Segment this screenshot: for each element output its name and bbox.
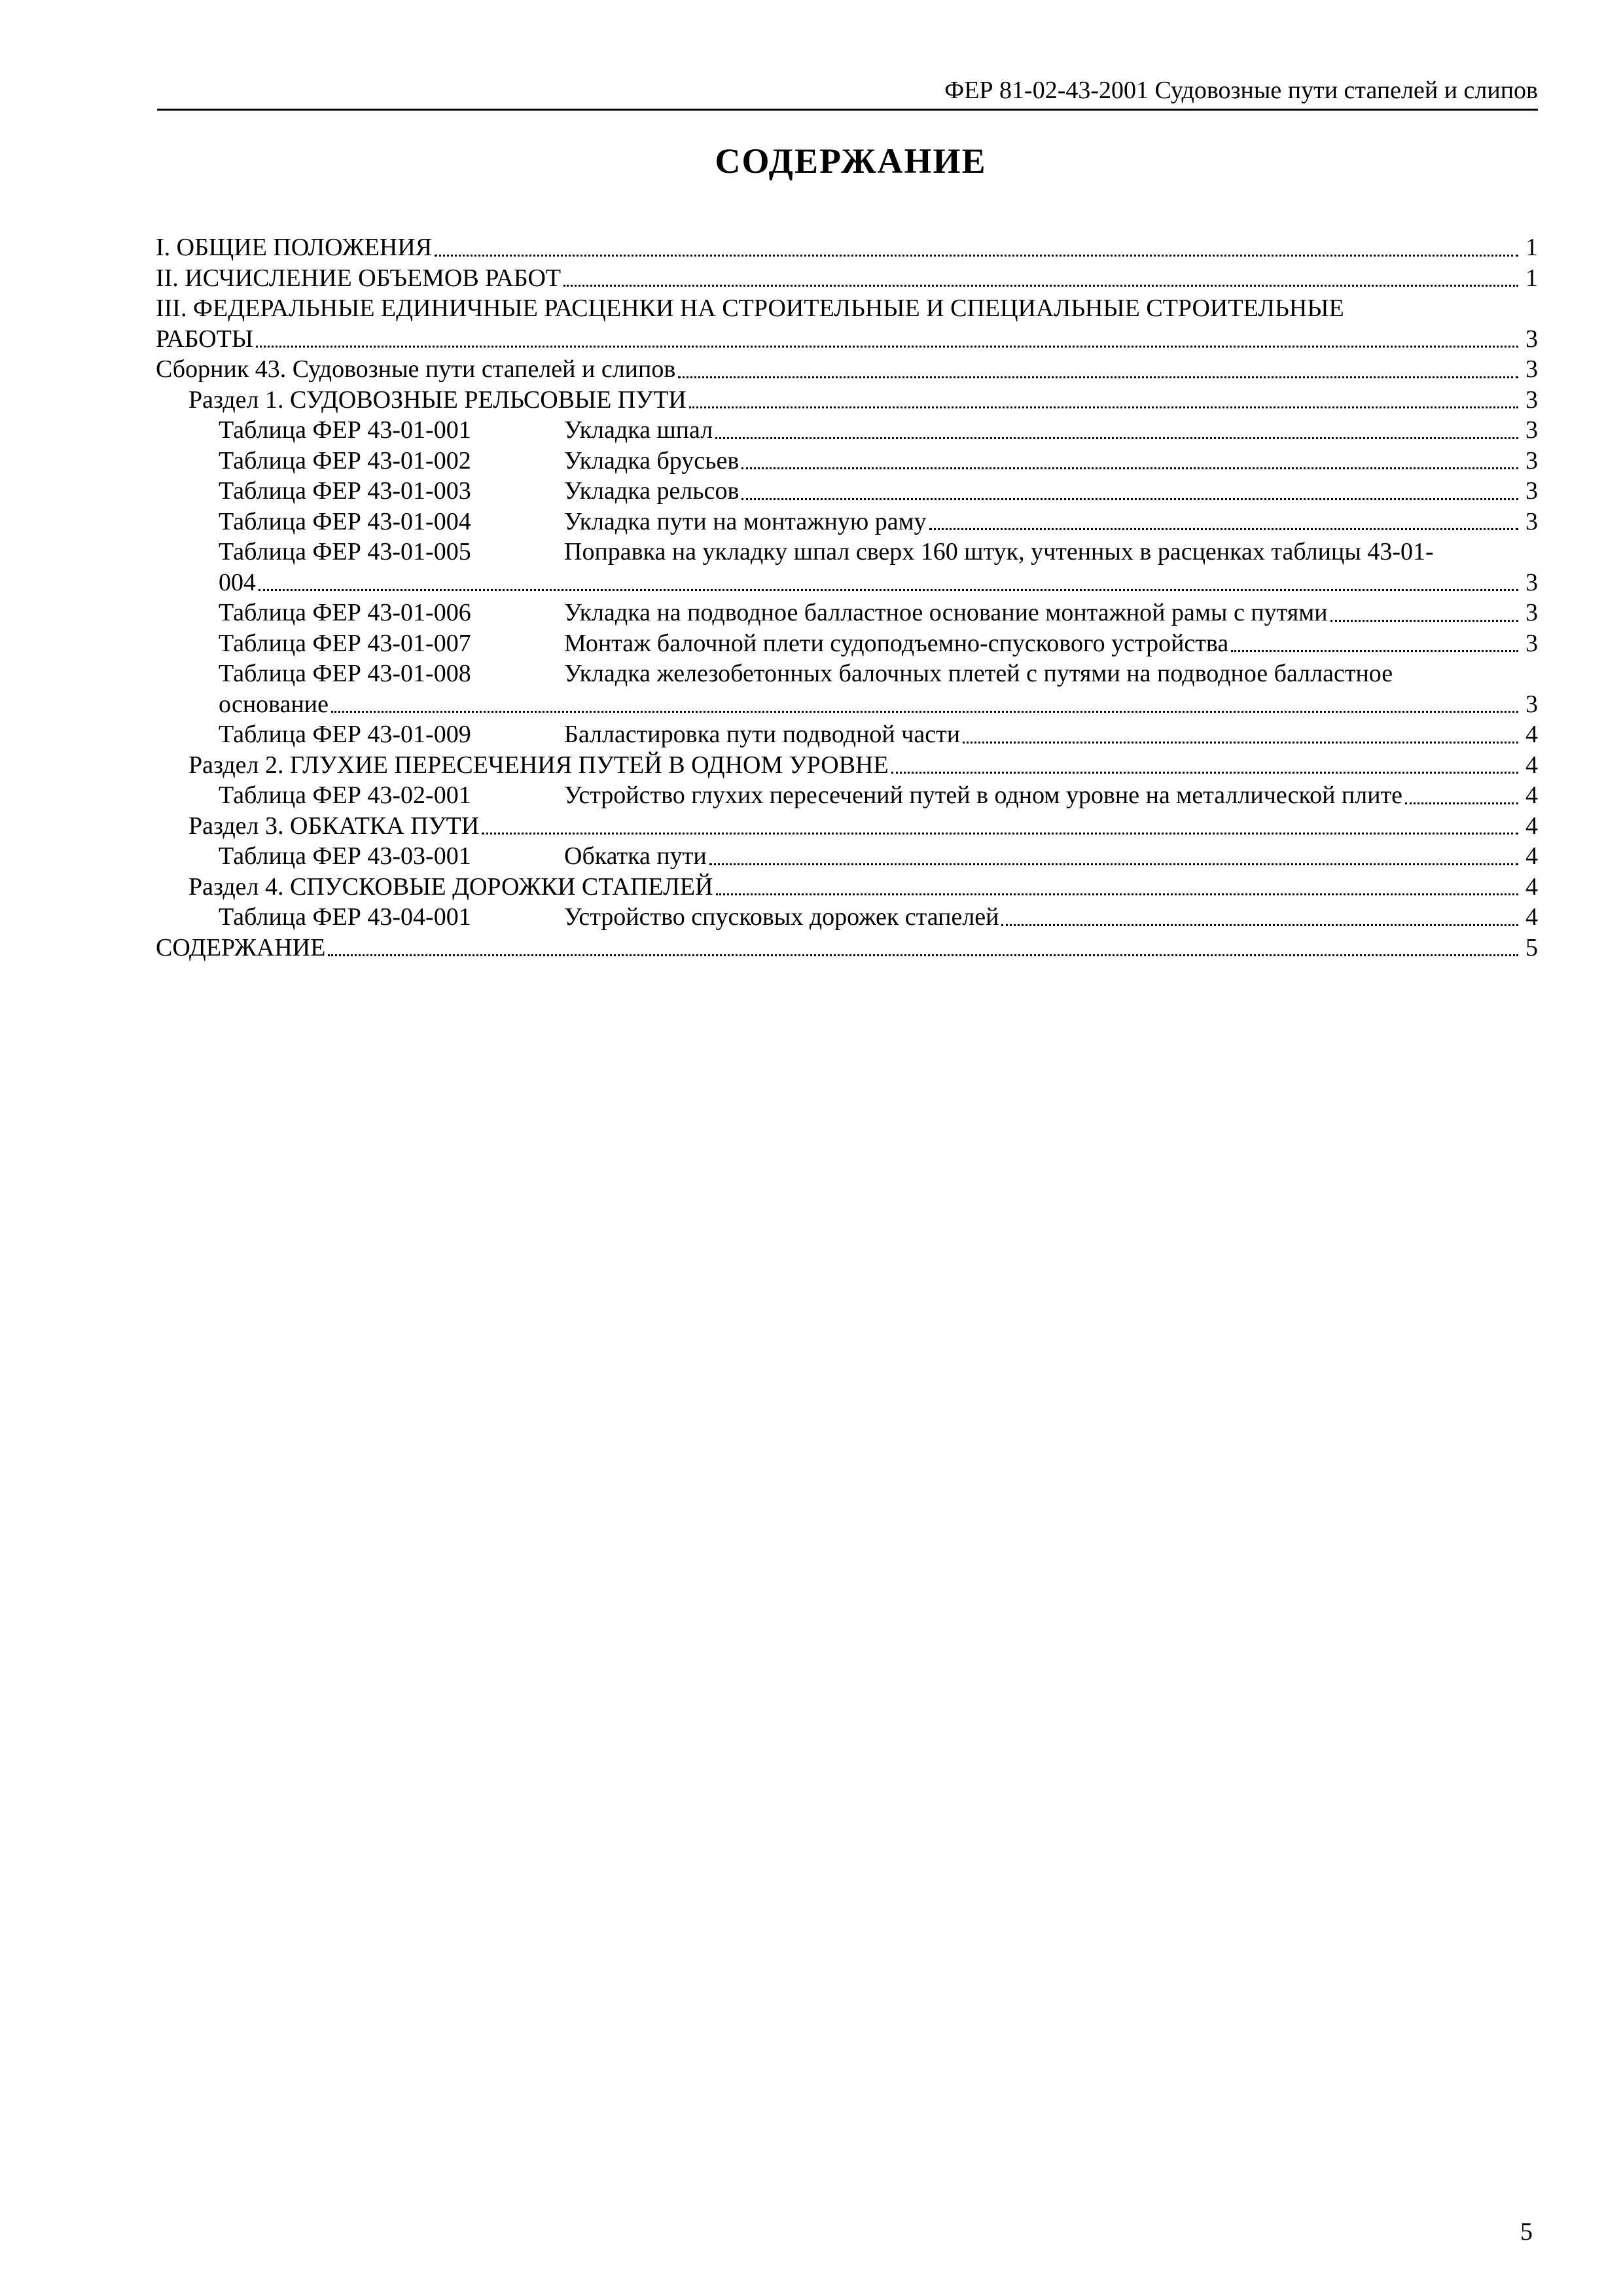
toc-entry[interactable] <box>156 293 1538 324</box>
dot-leader <box>482 833 1518 834</box>
toc-line <box>188 385 1538 416</box>
dot-leader <box>716 893 1518 895</box>
toc-entry-text: Укладка пути на монтажную раму <box>564 507 927 535</box>
toc-entry-text: Сборник 43. Судовозные пути стапелей и слипов <box>156 355 676 383</box>
toc-line <box>156 263 1538 294</box>
toc-entry[interactable] <box>156 354 1538 385</box>
toc-line <box>219 689 1538 720</box>
running-header <box>157 65 1538 111</box>
toc-entry-text: СОДЕРЖАНИЕ <box>156 933 326 961</box>
toc-entry[interactable] <box>156 232 1538 263</box>
toc-entry-text-continued: основание <box>219 690 329 718</box>
toc-line <box>188 750 1538 781</box>
page-number: 5 <box>1520 2218 1533 2246</box>
toc-entry[interactable] <box>156 811 1538 842</box>
toc-entry[interactable] <box>156 537 1538 567</box>
toc-line <box>156 232 1538 263</box>
dot-leader <box>929 528 1518 530</box>
toc-page-number: 4 <box>1525 781 1538 809</box>
toc-line <box>156 354 1538 385</box>
toc-page-number: 4 <box>1525 812 1538 840</box>
header-title: ФЕР 81-02-43-2001 Судовозные пути стапелей и слипов <box>944 77 1538 104</box>
toc-entry[interactable] <box>156 628 1538 659</box>
toc-entry-text: III. ФЕДЕРАЛЬНЫЕ ЕДИНИЧНЫЕ РАСЦЕНКИ НА СТРОИТЕЛЬНЫЕ И СПЕЦИАЛЬНЫЕ СТРОИТЕЛЬНЫЕ <box>156 295 1344 322</box>
toc-line <box>188 811 1538 842</box>
toc-entry-continuation <box>156 567 1538 598</box>
dot-leader <box>1001 924 1518 926</box>
toc-page-number: 3 <box>1525 355 1538 383</box>
toc-line <box>219 537 1538 567</box>
toc-entry-number: Таблица ФЕР 43-04-001 <box>219 903 471 931</box>
toc-entry[interactable] <box>156 719 1538 750</box>
dot-leader <box>891 772 1518 774</box>
toc-page-number: 3 <box>1525 386 1538 414</box>
toc-entry-text: Поправка на укладку шпал сверх 160 штук, учтенных в расценках таблицы 43-01- <box>564 538 1434 565</box>
toc-entry-continuation <box>156 324 1538 355</box>
dot-leader <box>563 285 1518 287</box>
toc-entry-text: Балластировка пути подводной части <box>564 721 961 748</box>
toc-line <box>219 446 1538 476</box>
toc-entry[interactable] <box>156 658 1538 689</box>
table-of-contents <box>156 232 1538 963</box>
toc-entry[interactable] <box>156 263 1538 294</box>
toc-entry-text: Монтаж балочной плети судоподъемно-спускового устройства <box>564 629 1229 657</box>
toc-entry[interactable] <box>156 415 1538 446</box>
dot-leader <box>328 954 1518 956</box>
dot-leader <box>963 742 1518 744</box>
toc-page-number: 4 <box>1525 872 1538 901</box>
toc-entry[interactable] <box>156 902 1538 933</box>
dot-leader <box>741 498 1518 500</box>
dot-leader <box>1231 650 1518 652</box>
toc-entry-text: Обкатка пути <box>564 842 707 870</box>
toc-entry-text: Раздел 4. СПУСКОВЫЕ ДОРОЖКИ СТАПЕЛЕЙ <box>188 872 713 901</box>
toc-entry-number: Таблица ФЕР 43-01-002 <box>219 446 471 475</box>
toc-page-number: 1 <box>1525 234 1538 261</box>
toc-entry[interactable] <box>156 476 1538 507</box>
toc-entry-number: Таблица ФЕР 43-01-005 <box>219 538 471 565</box>
toc-entry-text: Раздел 3. ОБКАТКА ПУТИ <box>188 812 480 840</box>
toc-page-number: 4 <box>1525 721 1538 748</box>
toc-entry-number: Таблица ФЕР 43-01-001 <box>219 416 471 444</box>
toc-line <box>219 658 1538 689</box>
toc-entry-number: Таблица ФЕР 43-03-001 <box>219 842 471 870</box>
toc-entry-number: Таблица ФЕР 43-01-007 <box>219 629 471 657</box>
toc-entry-text: Раздел 1. СУДОВОЗНЫЕ РЕЛЬСОВЫЕ ПУТИ <box>188 386 687 414</box>
toc-entry-text: Укладка брусьев <box>564 446 740 475</box>
toc-entry-number: Таблица ФЕР 43-01-003 <box>219 477 471 505</box>
toc-entry-number: Таблица ФЕР 43-02-001 <box>219 781 471 809</box>
toc-entry-number: Таблица ФЕР 43-01-006 <box>219 599 471 626</box>
page-title: СОДЕРЖАНИЕ <box>715 141 987 181</box>
toc-page-number: 3 <box>1525 568 1538 596</box>
dot-leader <box>678 376 1518 378</box>
toc-entry-text: Устройство спусковых дорожек стапелей <box>564 903 999 931</box>
toc-line <box>219 719 1538 750</box>
toc-page-number: 3 <box>1525 629 1538 657</box>
toc-line <box>219 780 1538 811</box>
toc-line <box>156 293 1538 324</box>
toc-page-number: 3 <box>1525 416 1538 444</box>
dot-leader <box>435 255 1518 257</box>
toc-entry-text: Укладка на подводное балластное основание монтажной рамы с путями <box>564 599 1328 626</box>
toc-line <box>188 872 1538 903</box>
toc-line <box>219 598 1538 628</box>
toc-entry[interactable] <box>156 841 1538 872</box>
toc-entry-number: Таблица ФЕР 43-01-004 <box>219 507 471 535</box>
toc-entry-text: Раздел 2. ГЛУХИЕ ПЕРЕСЕЧЕНИЯ ПУТЕЙ В ОДНОМ УРОВНЕ <box>188 751 889 779</box>
toc-line <box>219 567 1538 598</box>
dot-leader <box>1405 802 1518 804</box>
toc-page-number: 3 <box>1525 446 1538 475</box>
toc-entry-text: Укладка шпал <box>564 416 713 444</box>
toc-line <box>156 324 1538 355</box>
toc-entry[interactable] <box>156 598 1538 628</box>
toc-line <box>219 415 1538 446</box>
toc-entry[interactable] <box>156 446 1538 476</box>
toc-line <box>219 841 1538 872</box>
toc-line <box>156 933 1538 963</box>
toc-entry[interactable] <box>156 750 1538 781</box>
dot-leader <box>259 589 1518 591</box>
toc-entry-text: Укладка рельсов <box>564 477 740 505</box>
toc-page-number: 1 <box>1525 264 1538 292</box>
toc-line <box>219 507 1538 537</box>
toc-entry[interactable] <box>156 933 1538 963</box>
toc-page-number: 4 <box>1525 751 1538 779</box>
toc-entry-text-continued: РАБОТЫ <box>156 325 254 353</box>
toc-page-number: 4 <box>1525 842 1538 870</box>
toc-entry-continuation <box>156 689 1538 720</box>
dot-leader <box>689 406 1518 408</box>
toc-entry-text: II. ИСЧИСЛЕНИЕ ОБЪЕМОВ РАБОТ <box>156 264 562 292</box>
dot-leader <box>715 437 1518 439</box>
toc-entry-number: Таблица ФЕР 43-01-008 <box>219 660 471 687</box>
toc-page-number: 5 <box>1525 933 1538 961</box>
toc-entry-text: I. ОБЩИЕ ПОЛОЖЕНИЯ <box>156 234 433 261</box>
toc-page-number: 3 <box>1525 325 1538 353</box>
dot-leader <box>741 467 1518 469</box>
toc-page-number: 3 <box>1525 599 1538 626</box>
toc-entry-text-continued: 004 <box>219 568 256 596</box>
dot-leader <box>331 711 1518 713</box>
toc-entry[interactable] <box>156 872 1538 903</box>
toc-entry[interactable] <box>156 507 1538 537</box>
toc-page-number: 3 <box>1525 477 1538 505</box>
toc-line <box>219 628 1538 659</box>
toc-entry[interactable] <box>156 385 1538 416</box>
toc-line <box>219 902 1538 933</box>
toc-page-number: 3 <box>1525 690 1538 718</box>
dot-leader <box>256 346 1518 348</box>
toc-entry-number: Таблица ФЕР 43-01-009 <box>219 721 471 748</box>
toc-entry-text: Укладка железобетонных балочных плетей с путями на подводное балластное <box>564 660 1393 687</box>
dot-leader <box>1330 620 1518 622</box>
toc-page-number: 4 <box>1525 903 1538 931</box>
toc-entry[interactable] <box>156 780 1538 811</box>
toc-entry-text: Устройство глухих пересечений путей в одном уровне на металлической плите <box>564 781 1403 809</box>
toc-line <box>219 476 1538 507</box>
toc-page-number: 3 <box>1525 507 1538 535</box>
dot-leader <box>709 863 1518 865</box>
